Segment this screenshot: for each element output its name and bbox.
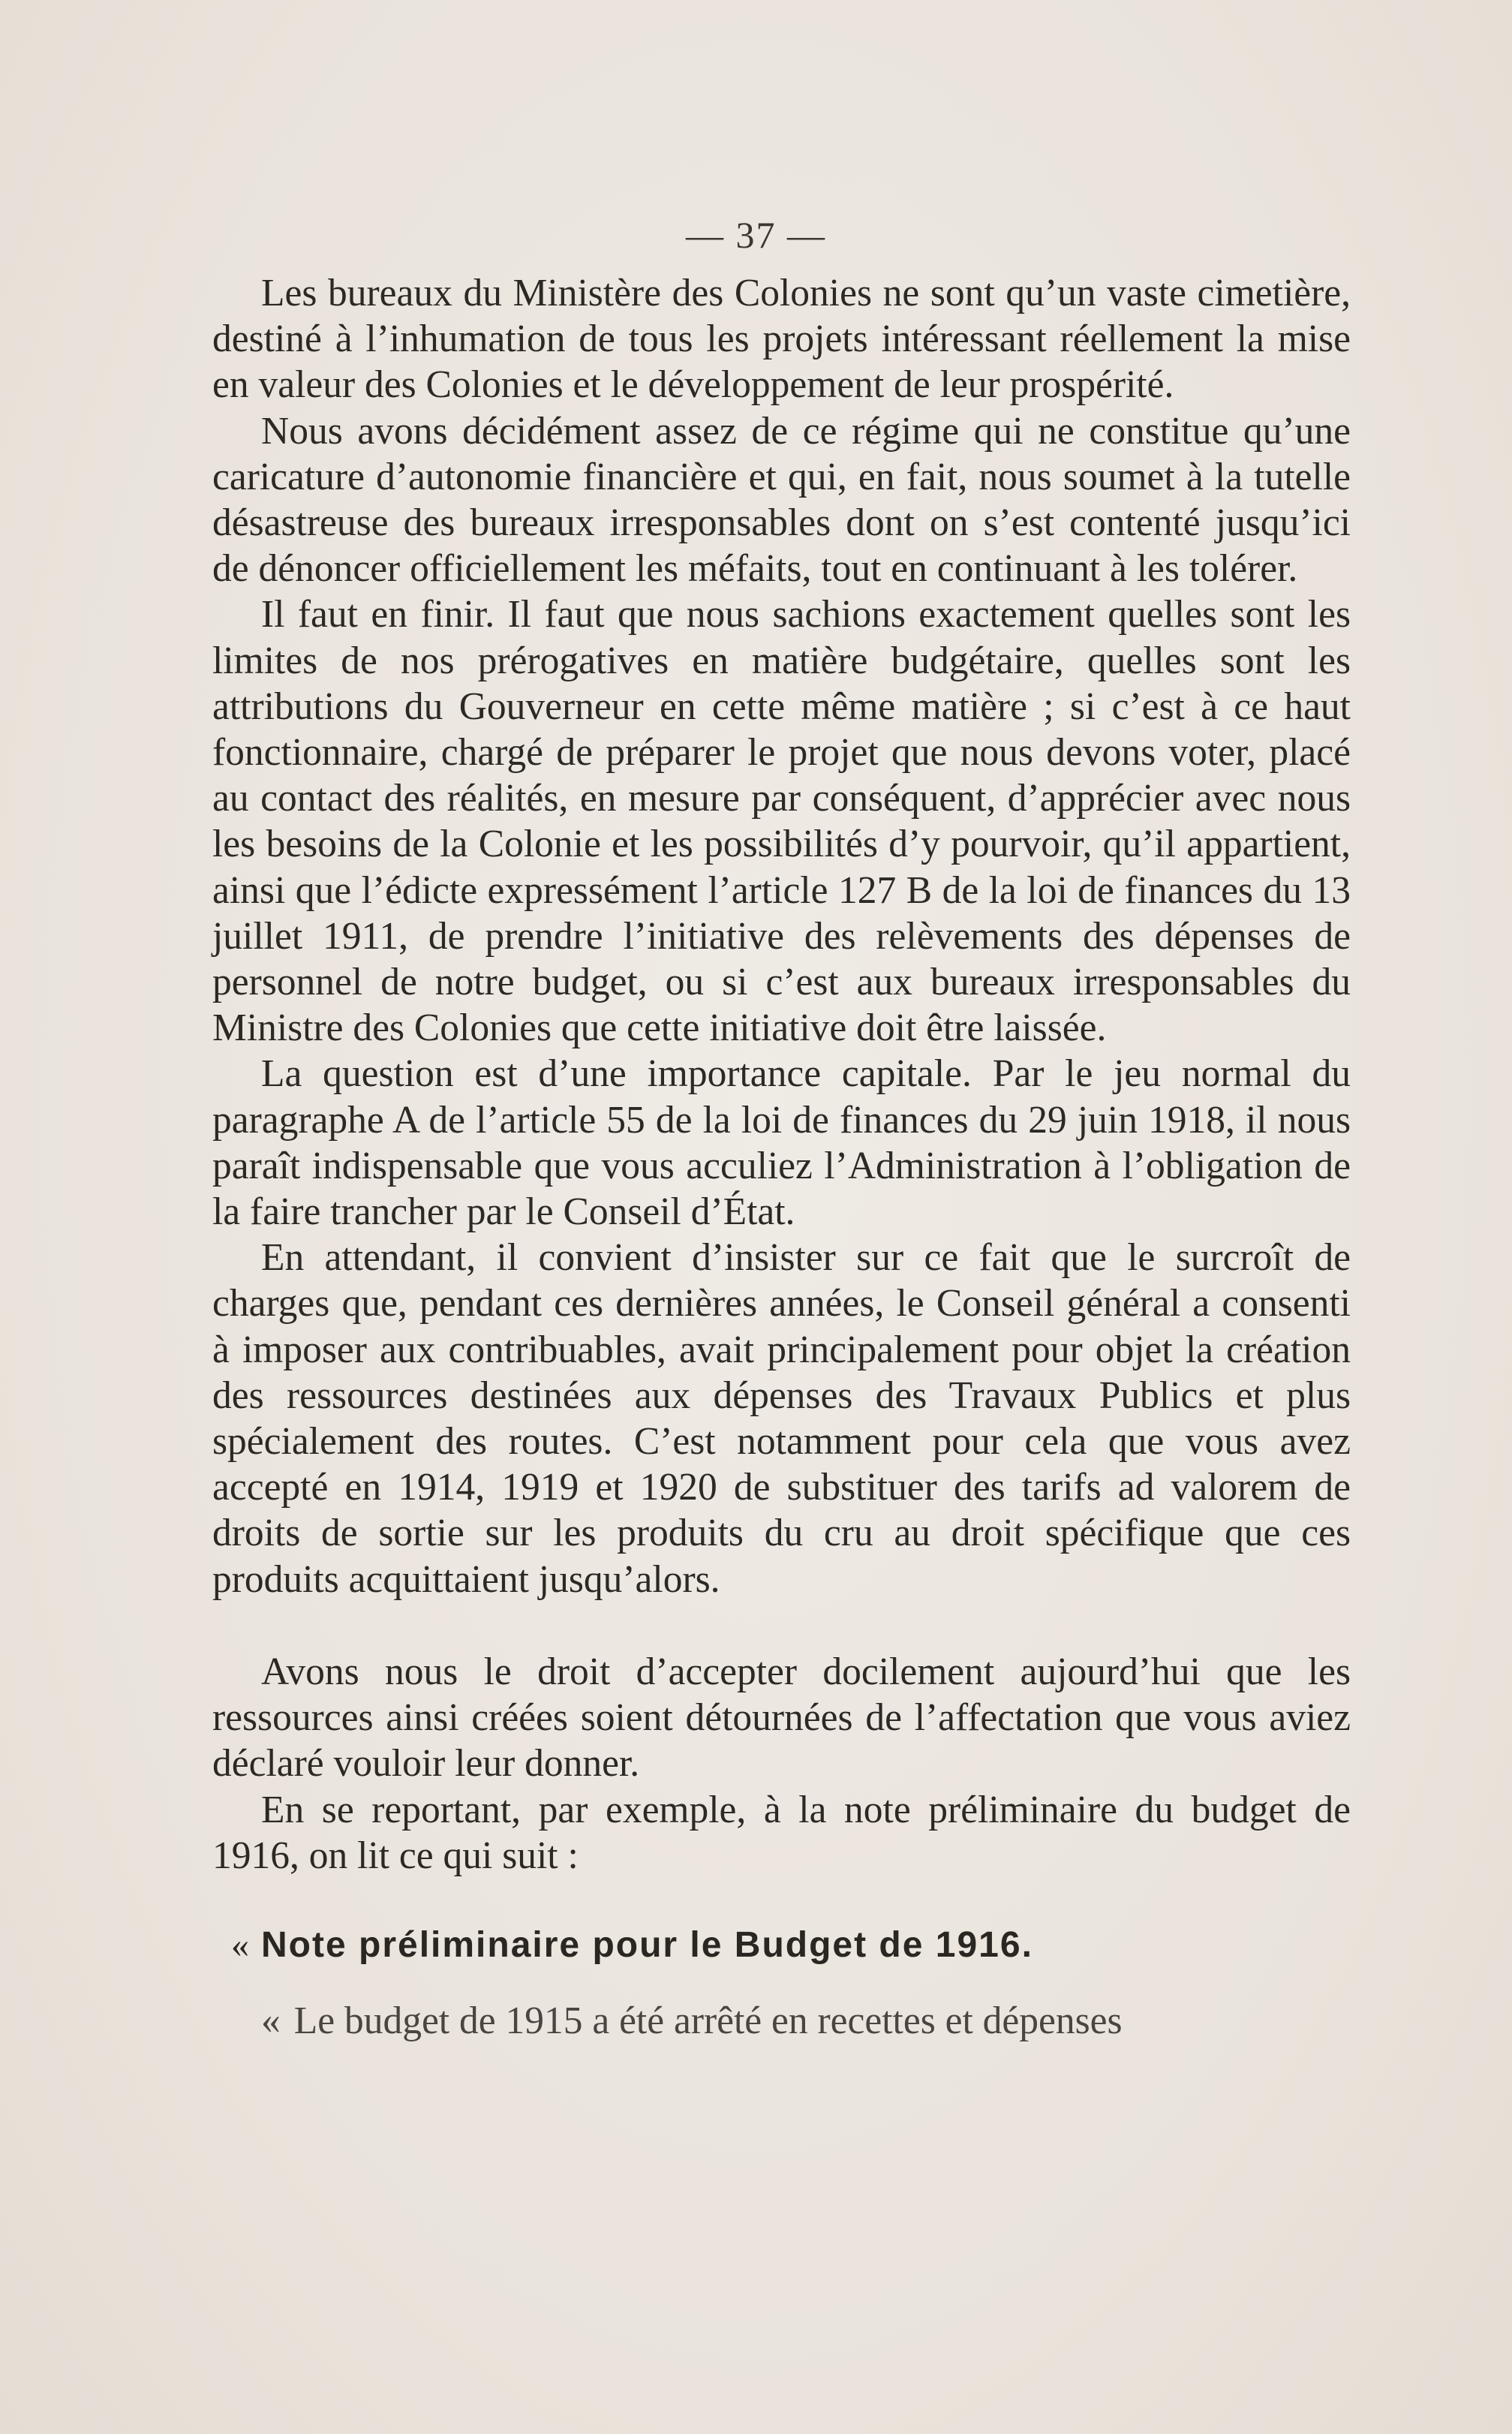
note-heading-quote: « <box>231 1924 251 1965</box>
note-heading-text: Note préliminaire pour le Budget de 1916. <box>261 1924 1033 1965</box>
quoted-line-mark: « <box>261 1999 281 2042</box>
paragraph-1: Les bureaux du Ministère des Colonies ne sont qu’un vaste cimetière, destiné à l’inhumation de tous les projets intéressant réellement la mise en valeur des Colonies et le développement de leur prospérité. <box>212 272 1351 407</box>
paragraph-5: En attendant, il convient d’insister sur ce fait que le surcroît de charges que, pendant ces dernières années, le Conseil général a consenti à imposer aux contribuables, avait principalement pour objet la création des ressources destinées aux dépenses des Travaux Publics et plus spécialement des routes. C’est notamment pour cela que vous avez accepté en 1914, 1919 et 1920 de substituer des tarifs ad valorem de droits de sortie sur les produits du cru au droit spécifique que ces produits acquittaient jusqu’alors. <box>212 1236 1351 1601</box>
section-gap-2 <box>212 1879 1351 1922</box>
paragraph-2: Nous avons décidément assez de ce régime qui ne constitue qu’une caricature d’autonomie financière et qui, en fait, nous soumet à la tutelle désastreuse des bureaux irresponsables dont on s’est contenté jusqu’ici de dénoncer officiellement les méfaits, tout en continuant à les tolérer. <box>212 409 1351 591</box>
paragraph-7: En se reportant, par exemple, à la note préliminaire du budget de 1916, on lit ce qui suit : <box>212 1788 1351 1877</box>
paragraph-6: Avons nous le droit d’accepter docilement aujourd’hui que les ressources ainsi créées soient détournées de l’affectation que vous aviez déclaré vouloir leur donner. <box>212 1650 1351 1786</box>
paragraph-4: La question est d’une importance capitale. Par le jeu normal du paragraphe A de l’article 55 de la loi de finances du 29 juin 1918, il nous paraît indispensable que vous acculiez l’Administration à l’obligation de la faire trancher par le Conseil d’État. <box>212 1052 1351 1234</box>
page-number: — 37 — <box>686 214 826 256</box>
paragraph-3: Il faut en finir. Il faut que nous sachions exactement quelles sont les limites de nos prérogatives en matière budgétaire, quelles sont les attributions du Gouverneur en cette même matière ; si c’est à ce haut fonctionnaire, chargé de préparer le projet que nous devons voter, placé au contact des réalités, en mesure par conséquent, d’apprécier avec nous les besoins de la Colonie et les possibilités d’y pourvoir, qu’il appartient, ainsi que l’édicte expressément l’article 127 B de la loi de finances du 13 juillet 1911, de prendre l’initiative des relèvements des dépenses de personnel de notre budget, ou si c’est aux bureaux irresponsables du Ministre des Colonies que cette initiative doit être laissée. <box>212 593 1351 1050</box>
quoted-line <box>212 1998 1351 2044</box>
section-gap <box>212 1602 1351 1649</box>
body-text <box>212 270 1351 2044</box>
quoted-line-text: Le budget de 1915 a été arrêté en recettes et dépenses <box>293 1999 1123 2042</box>
note-gap <box>212 1968 1351 1998</box>
note-heading <box>212 1922 1351 1968</box>
